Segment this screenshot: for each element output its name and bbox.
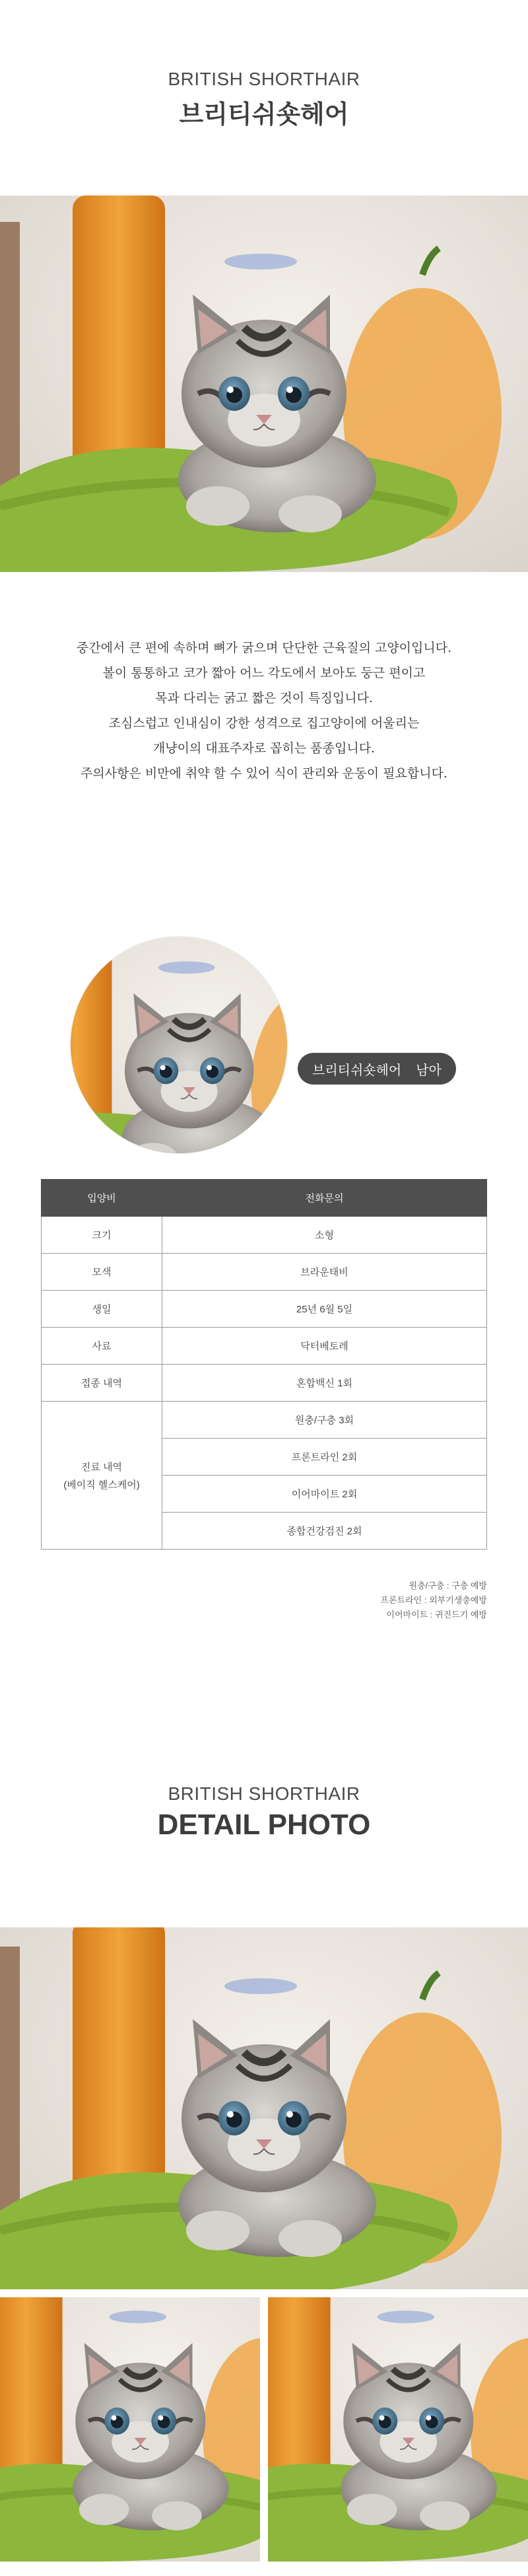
table-key: 생일 (42, 1291, 162, 1328)
table-header-row (42, 1180, 487, 1217)
table-value: 프론트라인 2회 (162, 1439, 487, 1476)
profile-badge (298, 1053, 456, 1085)
table-key-medical (42, 1402, 162, 1550)
table-value: 브라운태비 (162, 1254, 487, 1291)
table-value: 원충/구충 3회 (162, 1402, 487, 1439)
table-key: 접종 내역 (42, 1365, 162, 1402)
table-key: 입양비 (42, 1180, 162, 1217)
profile-photo (71, 937, 287, 1153)
detail-photo-left (0, 2297, 260, 2576)
table-row (42, 1328, 487, 1365)
table-value: 닥터베토레 (162, 1328, 487, 1365)
table-value: 25년 6월 5일 (162, 1291, 487, 1328)
table-key: 크기 (42, 1217, 162, 1254)
description-line: 개냥이의 대표주자로 꼽히는 품종입니다. (152, 741, 376, 756)
table-footnote (380, 1579, 487, 1622)
medical-key: 진료 내역 (81, 1461, 123, 1473)
breed-description (0, 635, 528, 786)
description-line: 중간에서 큰 편에 속하며 뼈가 굵으며 단단한 근육질의 고양이입니다. (76, 641, 452, 655)
detail-photo-right (268, 2297, 528, 2576)
table-value: 소형 (162, 1217, 487, 1254)
table-value: 이어마이트 2회 (162, 1476, 487, 1513)
table-key: 모색 (42, 1254, 162, 1291)
description-line: 볼이 통통하고 코가 짧아 어느 각도에서 보아도 둥근 편이고 (102, 666, 426, 680)
table-row (42, 1365, 487, 1402)
profile-gender: 남아 (416, 1063, 442, 1078)
medical-key-sub: (베이직 헬스케어) (63, 1479, 140, 1491)
section-header (0, 69, 528, 130)
info-table (41, 1179, 487, 1550)
table-key: 사료 (42, 1328, 162, 1365)
breed-eyebrow: BRITISH SHORTHAIR (168, 69, 360, 89)
table-value: 종합건강검진 2회 (162, 1513, 487, 1550)
breed-title: 브리티쉬숏헤어 (179, 101, 349, 129)
table-value: 혼합백신 1회 (162, 1365, 487, 1402)
footnote-line: 프론트라인 : 외부기생충예방 (380, 1595, 487, 1605)
main-kitten-photo (0, 196, 528, 572)
footnote-line: 이어마이트 : 귀진드기 예방 (386, 1610, 487, 1620)
detail-title: DETAIL PHOTO (157, 1808, 371, 1841)
table-row (42, 1217, 487, 1254)
table-row (42, 1291, 487, 1328)
detail-section-header (0, 1783, 528, 1842)
detail-photo-large (0, 1927, 528, 2289)
profile-breed: 브리티쉬숏헤어 (312, 1063, 402, 1078)
description-line: 조심스럽고 인내심이 강한 성격으로 집고양이에 어울리는 (108, 716, 420, 731)
description-line: 주의사항은 비만에 취약 할 수 있어 식이 관리와 운동이 필요합니다. (81, 766, 447, 781)
table-row (42, 1402, 487, 1439)
table-row (42, 1254, 487, 1291)
description-line: 목과 다리는 굵고 짧은 것이 특징입니다. (155, 691, 373, 705)
footnote-line: 원충/구충 : 구충 예방 (409, 1581, 487, 1591)
table-value: 전화문의 (162, 1180, 487, 1217)
detail-eyebrow: BRITISH SHORTHAIR (168, 1783, 360, 1804)
